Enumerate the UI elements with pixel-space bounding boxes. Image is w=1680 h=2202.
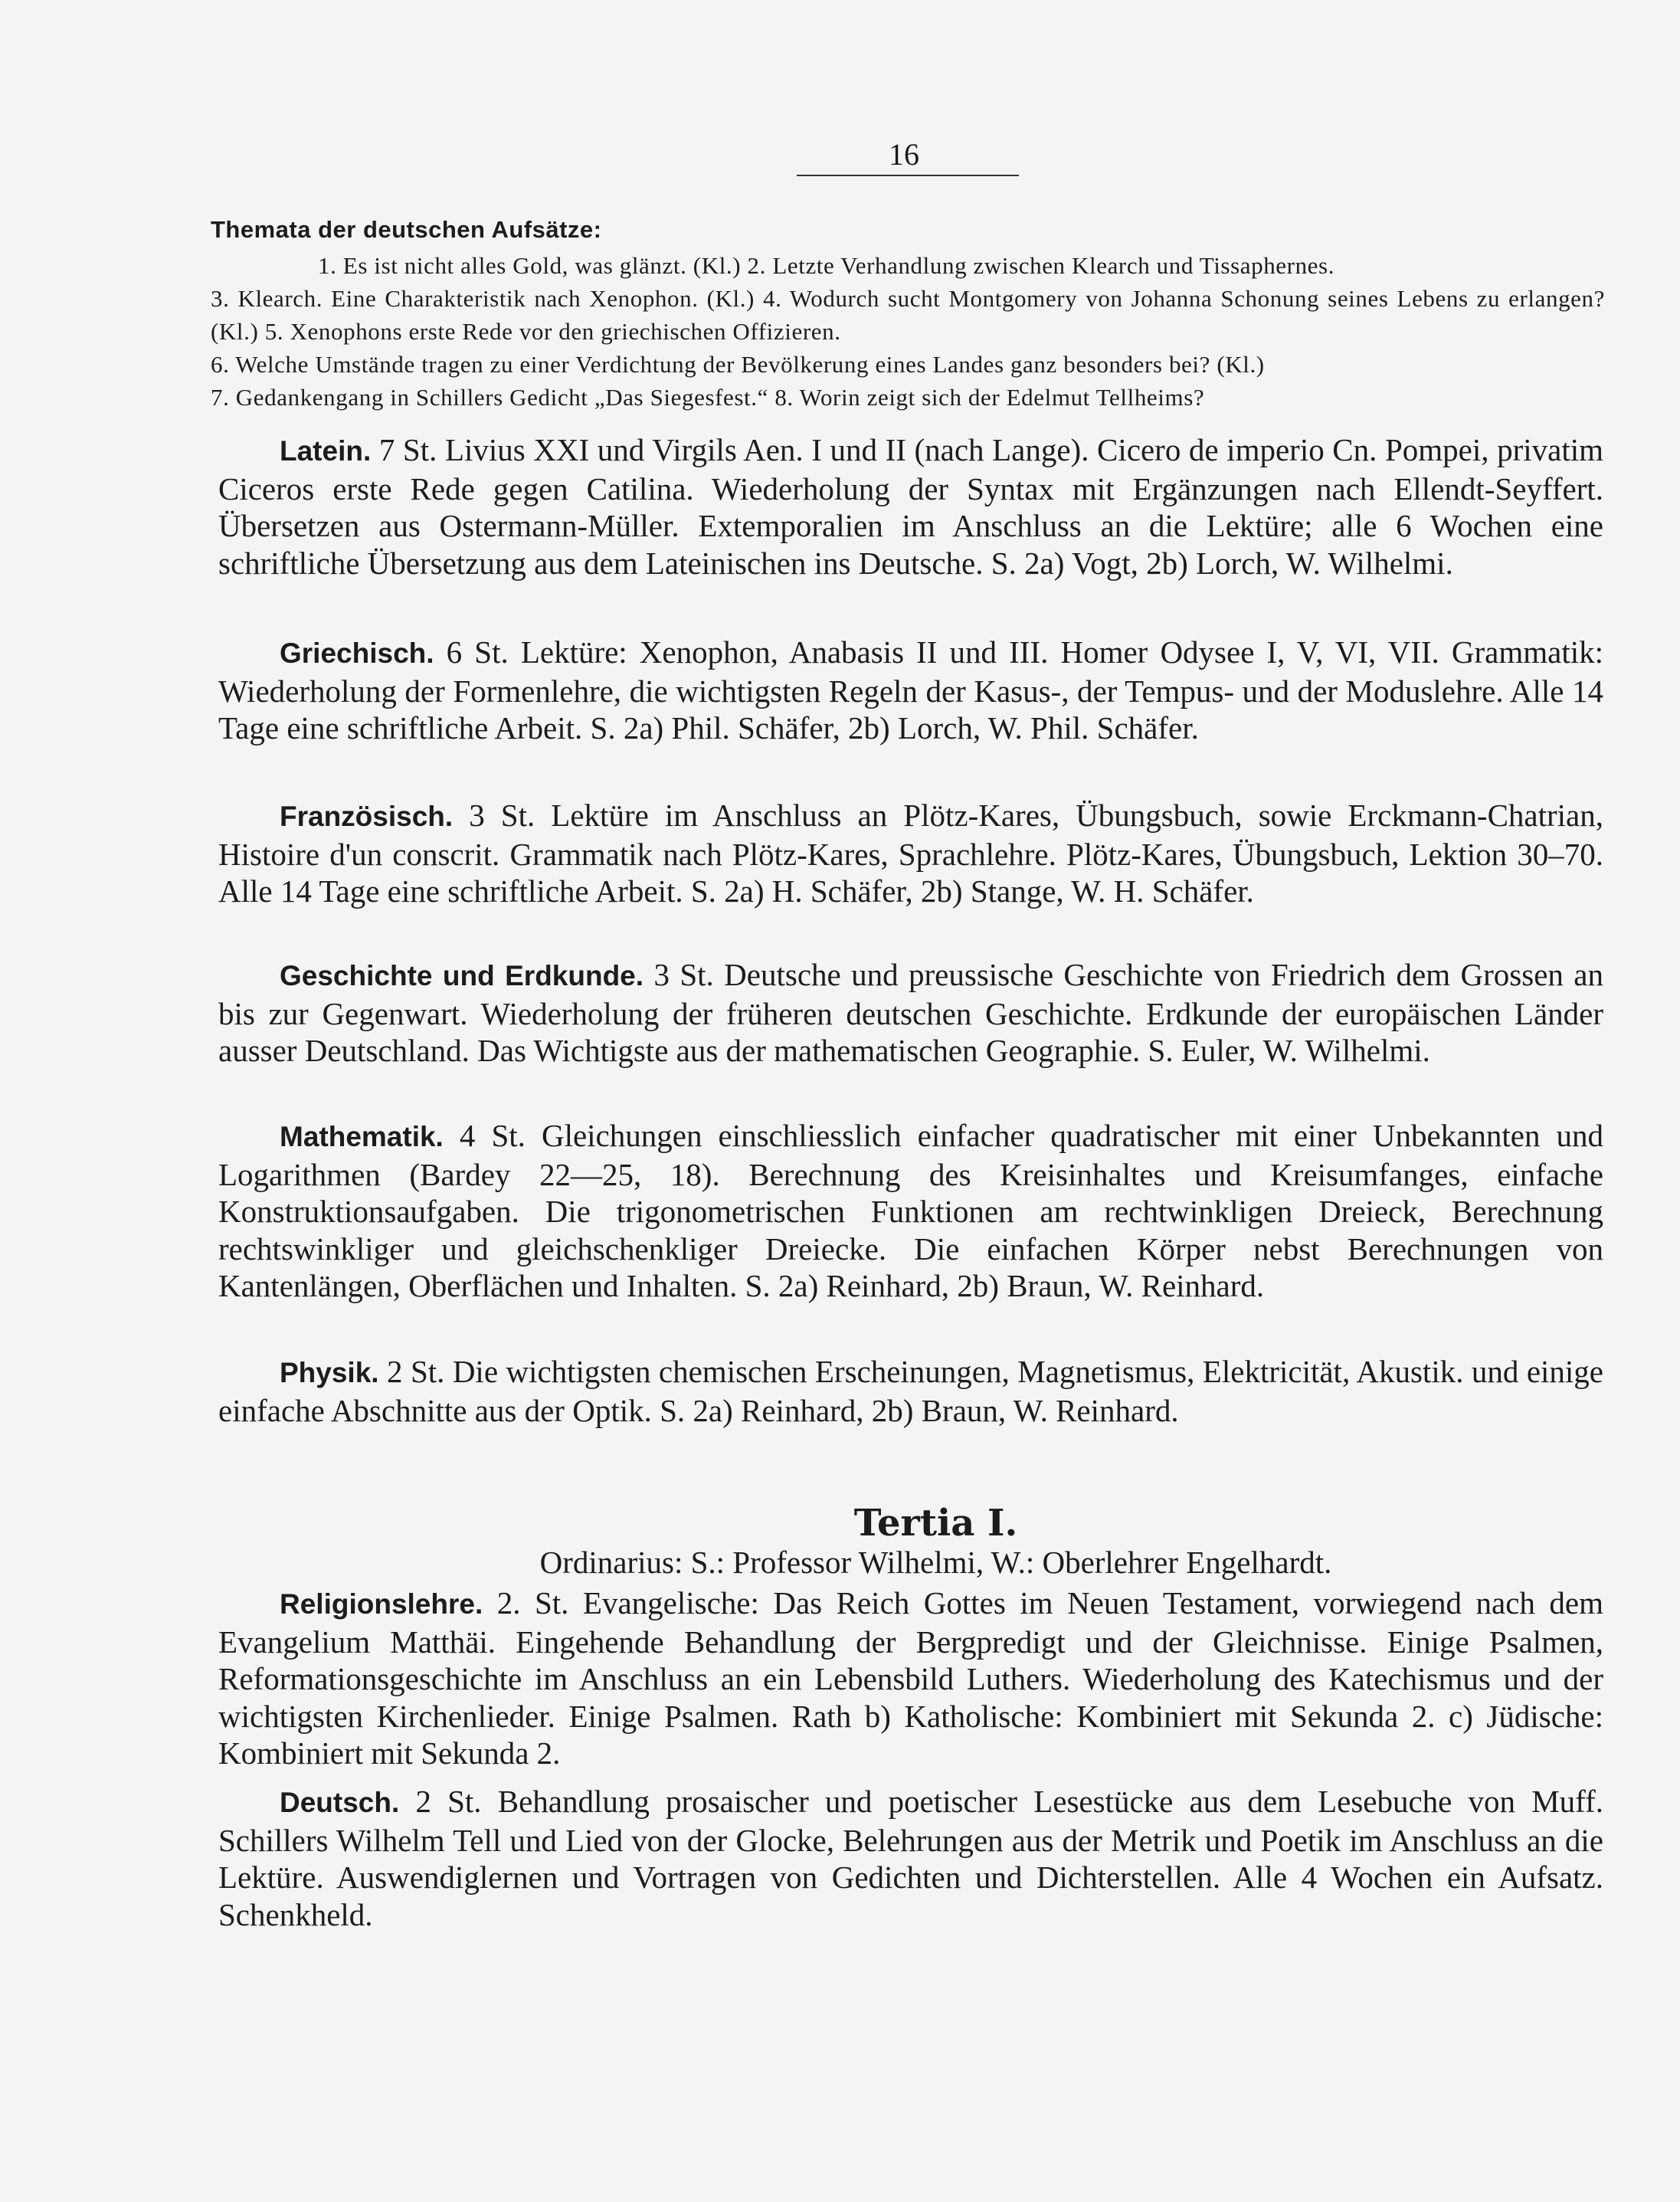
themata-line: 7. Gedankengang in Schillers Gedicht „Das Siegesfest.“ 8. Worin zeigt sich der Edelmut Tellheims?	[211, 384, 1205, 411]
subject-label: Französisch.	[280, 801, 454, 832]
subject-text: 2 St. Die wichtigsten chemischen Erscheinungen, Magnetismus, Elektricität, Akustik. und einige einfache Abschnitte aus der Optik. S. 2a) Reinhard, 2b) Braun, W. Reinhard.	[218, 1354, 1604, 1428]
subject-label: Deutsch.	[280, 1787, 400, 1818]
themata-line: 6. Welche Umstände tragen zu einer Verdichtung der Bevölkerung eines Landes ganz besonders bei? (Kl.)	[211, 351, 1265, 378]
subject-mathematik	[218, 1117, 1603, 1305]
subject-label: Griechisch.	[280, 637, 434, 669]
themata-line: 3. Klearch. Eine Charakteristik nach Xenophon. (Kl.) 4. Wodurch sucht Montgomery von Johanna Schonung seines Lebens zu erlangen? (Kl.) 5. Xenophons erste Rede vor den griechischen Offizieren.	[211, 285, 1605, 345]
subject-latein	[218, 431, 1603, 582]
subject-franzoesisch	[218, 797, 1603, 910]
themata-heading: Themata der deutschen Aufsätze:	[211, 216, 602, 243]
ordinarius-line: Ordinarius: S.: Professor Wilhelmi, W.: Oberlehrer Engelhardt.	[539, 1545, 1332, 1580]
subject-label: Physik.	[280, 1357, 379, 1388]
themata-line: 1. Es ist nicht alles Gold, was glänzt. (Kl.) 2. Letzte Verhandlung zwischen Klearch und Tissaphernes.	[318, 252, 1335, 279]
subject-text: 4 St. Gleichungen einschliesslich einfacher quadratischer mit einer Unbekannten und Logarithmen (Bardey 22—25, 18). Berechnung des Kreisinhaltes und Kreisumfanges, einfache Konstruktionsaufgaben. Die trigonometrischen Funktionen am rechtwinkligen Dreieck, Berechnung rechtswinkliger und gleichschenkliger Dreiecke. Die einfachen Körper nebst Berechnungen von Kantenlängen, Oberflächen und Inhalten. S. 2a) Reinhard, 2b) Braun, W. Reinhard.	[218, 1118, 1603, 1303]
header-rule	[797, 175, 1019, 176]
subject-religionslehre	[218, 1584, 1603, 1772]
section-title: Tertia I.	[853, 1502, 1018, 1545]
subject-griechisch	[218, 634, 1603, 747]
subject-text: 6 St. Lektüre: Xenophon, Anabasis II und III. Homer Odysee I, V, VI, VII. Grammatik: Wiederholung der Formenlehre, die wichtigsten Regeln der Kasus-, der Tempus- und der Moduslehre. Alle 14 Tage eine schriftliche Arbeit. S. 2a) Phil. Schäfer, 2b) Lorch, W. Phil. Schäfer.	[218, 634, 1604, 745]
subject-label: Religionslehre.	[280, 1588, 483, 1620]
subject-label: Latein.	[280, 435, 372, 467]
subject-text: 7 St. Livius XXI und Virgils Aen. I und II (nach Lange). Cicero de imperio Cn. Pompei, privatim Ciceros erste Rede gegen Catilina. Wiederholung der Syntax mit Ergänzungen nach Ellendt-Seyffert. Übersetzen aus Ostermann-Müller. Extemporalien im Anschluss an die Lektüre; alle 6 Wochen eine schriftliche Übersetzung aus dem Lateinischen ins Deutsche. S. 2a) Vogt, 2b) Lorch, W. Wilhelmi.	[218, 432, 1604, 581]
subject-text: 3 St. Lektüre im Anschluss an Plötz-Kares, Übungsbuch, sowie Erckmann-Chatrian, Histoire d'un conscrit. Grammatik nach Plötz-Kares, Sprachlehre. Plötz-Kares, Übungsbuch, Lektion 30–70. Alle 14 Tage eine schriftliche Arbeit. S. 2a) H. Schäfer, 2b) Stange, W. H. Schäfer.	[218, 798, 1603, 909]
subject-text: 2. St. Evangelische: Das Reich Gottes im Neuen Testament, vorwiegend nach dem Evangelium Matthäi. Eingehende Behandlung der Bergpredigt und der Gleichnisse. Einige Psalmen, Reformationsgeschichte im Anschluss an ein Lebensbild Luthers. Wiederholung des Katechismus und der wichtigsten Kirchenlieder. Einige Psalmen. Rath b) Katholische: Kombiniert mit Sekunda 2. c) Jüdische: Kombiniert mit Sekunda 2.	[218, 1585, 1603, 1771]
subject-label: Mathematik.	[280, 1121, 444, 1152]
themata-list	[211, 249, 1605, 414]
subject-text: 2 St. Behandlung prosaischer und poetischer Lesestücke aus dem Lesebuche von Muff. Schillers Wilhelm Tell und Lied von der Glocke, Belehrungen aus der Metrik und Poetik im Anschluss an die Lektüre. Auswendiglernen und Vortragen von Gedichten und Dichterstellen. Alle 4 Wochen ein Aufsatz. Schenkheld.	[218, 1784, 1603, 1932]
subject-label: Geschichte und Erdkunde.	[280, 960, 644, 991]
subject-physik	[218, 1353, 1603, 1429]
subject-geschichte	[218, 956, 1603, 1070]
subject-text: 3 St. Deutsche und preussische Geschichte von Friedrich dem Grossen an bis zur Gegenwart. Wiederholung der früheren deutschen Geschichte. Erdkunde der europäischen Länder ausser Deutschland. Das Wichtigste aus der mathematischen Geographie. S. Euler, W. Wilhelmi.	[218, 957, 1603, 1068]
page-number: 16	[889, 137, 919, 172]
subject-deutsch	[218, 1783, 1603, 1933]
